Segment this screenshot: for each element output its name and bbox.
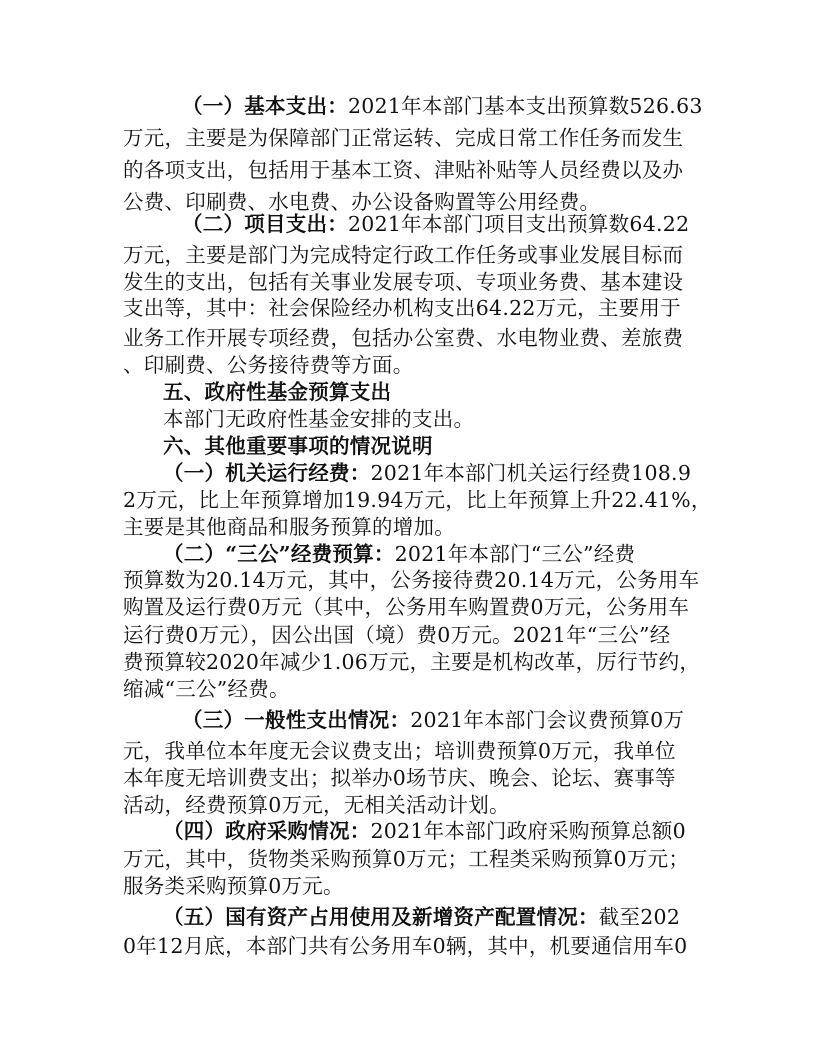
text-run: 2021年本部门基本支出预算数526.63 [348, 94, 703, 118]
text-line [182, 91, 703, 122]
text-run: 2021年本部门会议费预算0万 [410, 708, 685, 732]
text-run: 元，我单位本年度无会议费支出；培训费预算0万元，我单位 [123, 739, 676, 763]
text-line [123, 293, 681, 324]
text-run: 预算数为20.14万元，其中，公务接待费20.14万元，公务用车 [123, 568, 700, 592]
text-line [123, 931, 687, 962]
text-line [182, 209, 689, 240]
heading-operating-expenses: （一）机关运行经费： [163, 461, 371, 485]
heading-basic-expenditure: （一）基本支出： [182, 94, 348, 118]
text-run: 截至202 [598, 905, 681, 929]
text-line [123, 155, 683, 186]
text-run: 发生的支出，包括有关事业发展专项、专项业务费、基本建设 [123, 270, 684, 294]
text-run: 2021年本部门政府采购预算总额0 [370, 819, 686, 843]
text-run: 万元，主要是为保障部门正常运转、完成日常工作任务而发生 [123, 126, 684, 150]
text-run: 运行费0万元），因公出国（境）费0万元。2021年“三公”经 [123, 623, 671, 647]
text-line [123, 674, 290, 705]
text-run: 万元，其中，货物类采购预算0万元；工程类采购预算0万元； [123, 847, 690, 871]
text-run: 支出等，其中：社会保险经办机构支出64.22万元，主要用于 [123, 296, 681, 320]
text-run: 业务工作开展专项经费，包括办公室费、水电物业费、差旅费 [123, 326, 684, 350]
text-run: 的各项支出，包括用于基本工资、津贴补贴等人员经费以及办 [123, 158, 684, 182]
text-run: 0年12月底，本部门共有公务用车0辆，其中，机要通信用车0 [123, 934, 688, 958]
text-line [123, 592, 689, 623]
text-run: 缩减“三公”经费。 [123, 677, 290, 701]
text-run: 费预算较2020年减少1.06万元，主要是机构改革，厉行节约， [123, 650, 701, 674]
heading-procurement: （四）政府采购情况： [163, 819, 371, 843]
text-run: 2万元，比上年预算增加19.94万元，比上年预算上升22.41%， [123, 488, 712, 512]
text-run: 主要是其他商品和服务预算的增加。 [123, 515, 455, 539]
heading-three-public-budget: （二）“三公”经费预算： [163, 542, 395, 566]
heading-state-assets: （五）国有资产占用使用及新增资产配置情况： [163, 905, 599, 929]
text-line [182, 705, 684, 736]
text-line [123, 123, 683, 154]
section-heading-other-matters: 六、其他重要事项的情况说明 [163, 434, 433, 458]
text-run: 本年度无培训费支出；拟举办0场节庆、晚会、论坛、赛事等 [123, 766, 676, 790]
text-line [163, 902, 680, 933]
text-run: 2021年本部门机关运行经费108.9 [370, 461, 692, 485]
text-run: 、印刷费、公务接待费等方面。 [123, 353, 414, 377]
heading-project-expenditure: （二）项目支出： [182, 212, 348, 236]
text-line [123, 871, 344, 902]
section-heading-fund-budget: 五、政府性基金预算支出 [163, 380, 392, 404]
text-run: 万元，主要是部门为完成特定行政工作任务或事业发展目标而 [123, 243, 684, 267]
text-run: 公费、印刷费、水电费、办公设备购置等公用经费。 [123, 190, 601, 214]
heading-general-expenditure: （三）一般性支出情况： [182, 708, 411, 732]
text-run: 本部门无政府性基金安排的支出。 [163, 407, 475, 431]
text-run: 活动，经费预算0万元，无相关活动计划。 [123, 793, 510, 817]
text-run: 购置及运行费0万元（其中，公务用车购置费0万元，公务用车 [123, 595, 690, 619]
text-run: 2021年本部门项目支出预算数64.22 [348, 212, 690, 236]
text-run: 2021年本部门“三公”经费 [394, 542, 636, 566]
text-line [163, 816, 686, 847]
text-run: 服务类采购预算0万元。 [123, 874, 344, 898]
